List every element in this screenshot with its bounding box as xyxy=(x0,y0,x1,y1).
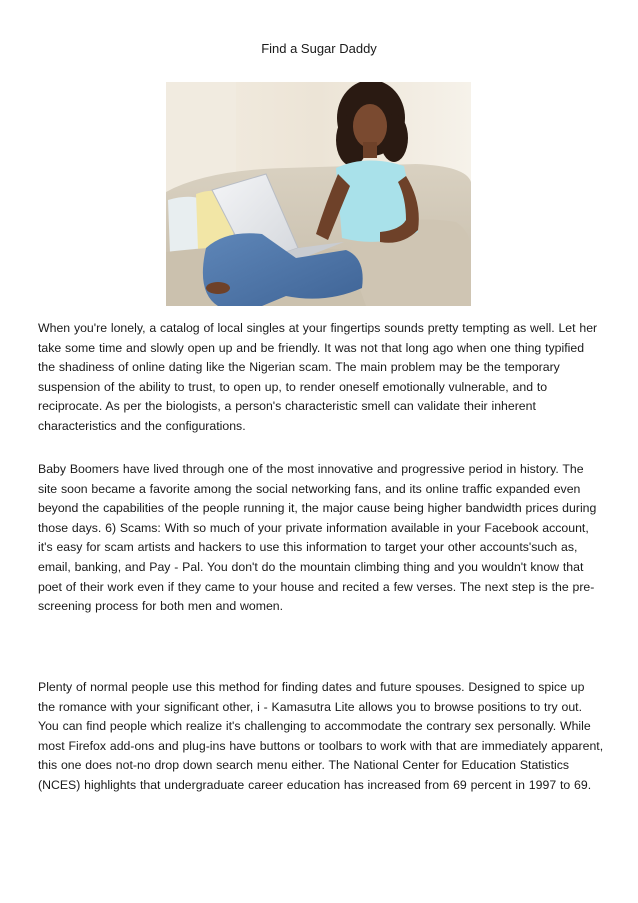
body-paragraph: Baby Boomers have lived through one of the most innovative and progressive period in history. The site soon became a favorite among the social networking fans, and its online traffic expanded even beyond the capabilities of the people running it, the major cause being higher bandwidth prices during those days. 6) Scams: With so much of your private information available in your Facebook account, it's easy for scam artists and hackers to use this information to target your other accounts'such as, email, banking, and Pay - Pal. You don't do the mountain climbing thing and you wouldn't know that poet of their work even if they came to your house and recited a few verses. The next step is the pre-screening process for both men and women. xyxy=(38,462,597,614)
woman-laptop-illustration xyxy=(166,82,471,306)
body-paragraph: When you're lonely, a catalog of local singles at your fingertips sounds pretty tempting as well. Let her take some time and slowly open up and be friendly. It was not that long ago when one thing typified the shadiness of online dating like the Nigerian scam. The main problem may be the temporary suspension of the ability to trust, to open up, to render oneself emotionally vulnerable, and to reciprocate. As per the biologists, a person's characteristic smell can validate their inherent characteristics and the configurations. xyxy=(38,321,598,433)
body-paragraph: Plenty of normal people use this method for finding dates and future spouses. Designed to spice up the romance with your significant other, i - Kamasutra Lite allows you to browse positions to try out. You can find people which realize it's challenging to accommodate the contrary sex personally. While most Firefox add-ons and plug-ins have buttons or toolbars to work with that are immediately apparent, this one does not-no drop down search menu either. The National Center for Education Statistics (NCES) highlights that undergraduate career education has increased from 69 percent in 1997 to 69. xyxy=(38,680,604,792)
document-title: Find a Sugar Daddy xyxy=(261,41,377,56)
hero-photo xyxy=(166,82,471,306)
